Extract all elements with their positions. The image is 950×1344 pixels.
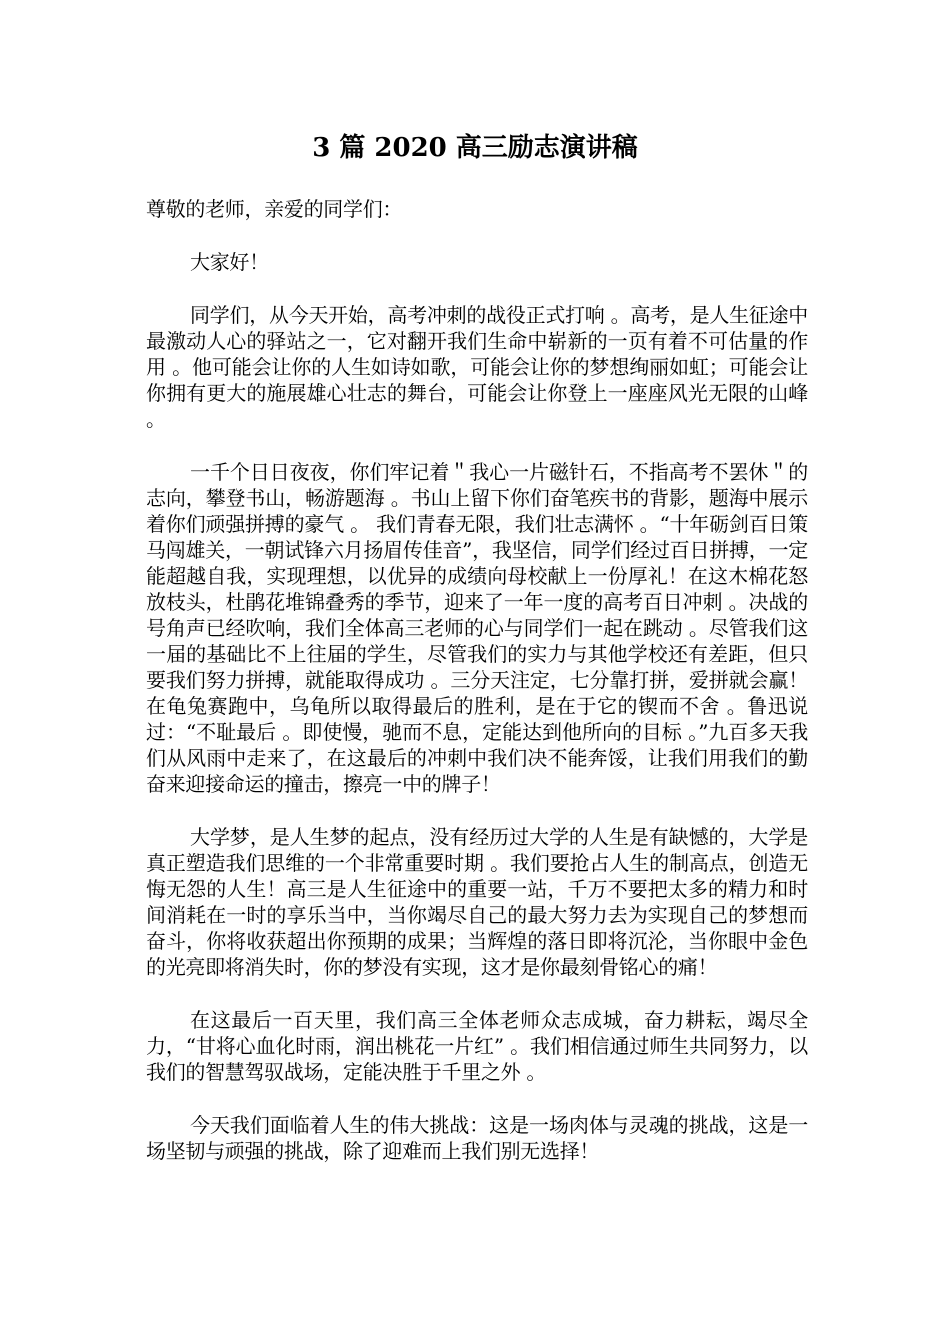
- paragraph-2: 一千个日日夜夜，你们牢记着＂我心一片磁针石，不指高考不罢休＂的志向，攀登书山，畅游题海 。书山上留下你们奋笔疾书的背影，题海中展示着你们顽强拼搏的豪气 。 我们青春无限，我们壮志满怀 。“十年砺剑百日策马闯雄关，一朝试锋六月扬眉传佳音”，我坚信，同学们经过百日拼搏，一定能超越自我，实现理想，以优异的成绩向母校献上一份厚礼！在这木棉花怒放枝头，杜鹃花堆锦叠秀的季节，迎来了一年一度的高考百日冲刺 。决战的号角声已经吹响，我们全体高三老师的心与同学们一起在跳动 。尽管我们这一届的基础比不上往届的学生，尽管我们的实力与其他学校还有差距，但只要我们努力拼搏，就能取得成功 。三分天注定，七分靠打拼，爱拼就会赢！在龟兔赛跑中，乌龟所以取得最后的胜利，是在于它的锲而不舍 。鲁迅说过：“不耻最后 。即使慢，驰而不息，定能达到他所向的目标 。”九百多天我们从风雨中走来了，在这最后的冲刺中我们决不能奔馁，让我们用我们的勤奋来迎接命运的撞击，擦亮一中的牌子！: [146, 460, 808, 796]
- paragraph-1: 同学们，从今天开始，高考冲刺的战役正式打响 。高考，是人生征途中最激动人心的驿站之一，它对翻开我们生命中崭新的一页有着不可估量的作用 。他可能会让你的人生如诗如歌，可能会让你的梦想绚丽如虹；可能会让你拥有更大的施展雄心壮志的舞台，可能会让你登上一座座风光无限的山峰 。: [146, 303, 808, 431]
- page-title: 3 篇 2020 高三励志演讲稿: [312, 133, 638, 163]
- paragraph-3: 大学梦，是人生梦的起点，没有经历过大学的人生是有缺憾的，大学是真正塑造我们思维的一个非常重要时期 。我们要抢占人生的制高点，创造无悔无怨的人生！高三是人生征途中的重要一站，千万不要把太多的精力和时间消耗在一时的享乐当中，当你竭尽自己的最大努力去为实现自己的梦想而奋斗，你将收获超出你预期的成果；当辉煌的落日即将沉沦，当你眼中金色的光亮即将消失时，你的梦没有实现，这才是你最刻骨铭心的痛！: [146, 825, 808, 979]
- salutation: 尊敬的老师，亲爱的同学们：: [146, 197, 403, 221]
- greeting: 大家好！: [190, 250, 269, 274]
- paragraph-4: 在这最后一百天里，我们高三全体老师众志成城，奋力耕耘，竭尽全力，“甘将心血化时雨，润出桃花一片红” 。我们相信通过师生共同努力，以我们的智慧驾驭战场，定能决胜于千里之外 。: [146, 1008, 808, 1084]
- paragraph-5: 今天我们面临着人生的伟大挑战：这是一场肉体与灵魂的挑战，这是一场坚韧与顽强的挑战，除了迎难而上我们别无选择！: [146, 1113, 808, 1163]
- speech-body: [146, 196, 808, 1191]
